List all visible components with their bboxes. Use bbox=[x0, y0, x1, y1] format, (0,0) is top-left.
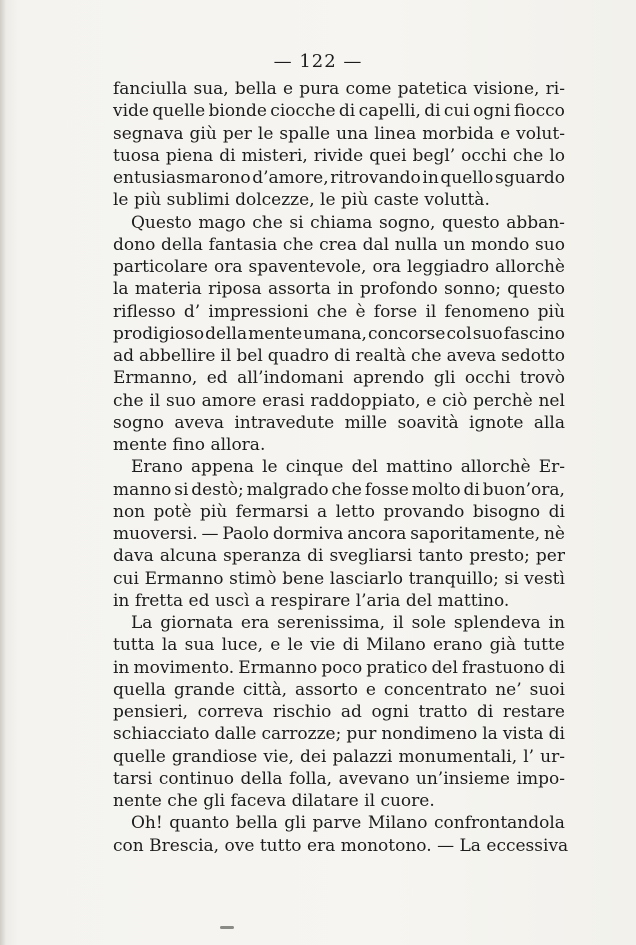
body-text bbox=[113, 78, 569, 857]
text-line: prodigioso della mente umana, concorse col suo fascino bbox=[113, 323, 565, 344]
page-gutter-shadow bbox=[0, 0, 6, 945]
text-line: dono della fantasia che crea dal nulla un mondo suo bbox=[113, 234, 565, 255]
text-line: cui Ermanno stimò bene lasciarlo tranquillo; si vestì bbox=[113, 568, 565, 589]
text-line: ad abbellire il bel quadro di realtà che aveva sedotto bbox=[113, 346, 565, 366]
text-line: tuosa piena di misteri, rivide quei begl’ occhi che lo bbox=[113, 145, 565, 166]
text-line: quelle grandiose vie, dei palazzi monumentali, l’ ur- bbox=[113, 746, 565, 767]
text-line: nente che gli faceva dilatare il cuore. bbox=[113, 791, 435, 811]
ink-smudge bbox=[220, 926, 234, 929]
text-line: in movimento. Ermanno poco pratico del frastuono di bbox=[113, 657, 565, 678]
text-line: mente fino allora. bbox=[113, 435, 266, 455]
text-line: La giornata era serenissima, il sole splendeva in bbox=[131, 613, 565, 633]
text-line: segnava giù per le spalle una linea morbida e volut- bbox=[113, 123, 565, 144]
text-line: fanciulla sua, bella e pura come patetica visione, ri- bbox=[113, 79, 565, 99]
text-line: la materia riposa assorta in profondo sonno; questo bbox=[113, 279, 565, 300]
paragraph bbox=[113, 812, 569, 857]
text-line: vide quelle bionde ciocche di capelli, di cui ogni fiocco bbox=[113, 101, 565, 122]
text-line: non potè più fermarsi a letto provando bisogno di bbox=[113, 501, 565, 522]
page-number: — 122 — bbox=[273, 51, 363, 72]
text-line: dava alcuna speranza di svegliarsi tanto presto; per bbox=[113, 546, 565, 567]
text-line: Ermanno, ed all’indomani aprendo gli occhi trovò bbox=[113, 368, 565, 389]
text-line: pensieri, correva rischio ad ogni tratto di restare bbox=[113, 702, 565, 722]
text-line: muoversi. — Paolo dormiva ancora saporitamente, nè bbox=[113, 524, 565, 544]
text-line: quella grande città, assorto e concentrato ne’ suoi bbox=[113, 679, 565, 700]
text-line: riflesso d’ impressioni che è forse il fenomeno più bbox=[113, 301, 565, 322]
text-line: con Brescia, ove tutto era monotono. — La eccessiva bbox=[113, 835, 569, 856]
text-line: sogno aveva intravedute mille soavità ignote alla bbox=[113, 412, 565, 433]
paragraph bbox=[113, 456, 565, 612]
paragraph bbox=[113, 212, 565, 457]
text-line: schiacciato dalle carrozze; pur nondimeno la vista di bbox=[113, 724, 565, 745]
text-line: tarsi continuo della folla, avevano un’insieme impo- bbox=[113, 768, 565, 789]
paragraph bbox=[113, 612, 565, 812]
text-line: tutta la sua luce, e le vie di Milano erano già tutte bbox=[113, 635, 565, 656]
text-line: Questo mago che si chiama sogno, questo abban- bbox=[131, 212, 565, 233]
text-line: entusiasmarono d’amore, ritrovando in quello sguardo bbox=[113, 168, 565, 188]
text-line: Oh! quanto bella gli parve Milano confrontandola bbox=[131, 813, 565, 834]
text-line: manno si destò; malgrado che fosse molto di buon’ora, bbox=[113, 479, 565, 500]
text-line: le più sublimi dolcezze, le più caste voluttà. bbox=[113, 190, 490, 211]
paragraph bbox=[113, 78, 565, 212]
text-line: che il suo amore erasi raddoppiato, e ciò perchè nel bbox=[113, 390, 565, 411]
text-line: in fretta ed uscì a respirare l’aria del mattino. bbox=[113, 590, 510, 611]
text-line: particolare ora spaventevole, ora leggiadro allorchè bbox=[113, 257, 565, 277]
text-line: Erano appena le cinque del mattino allorchè Er- bbox=[131, 457, 565, 478]
